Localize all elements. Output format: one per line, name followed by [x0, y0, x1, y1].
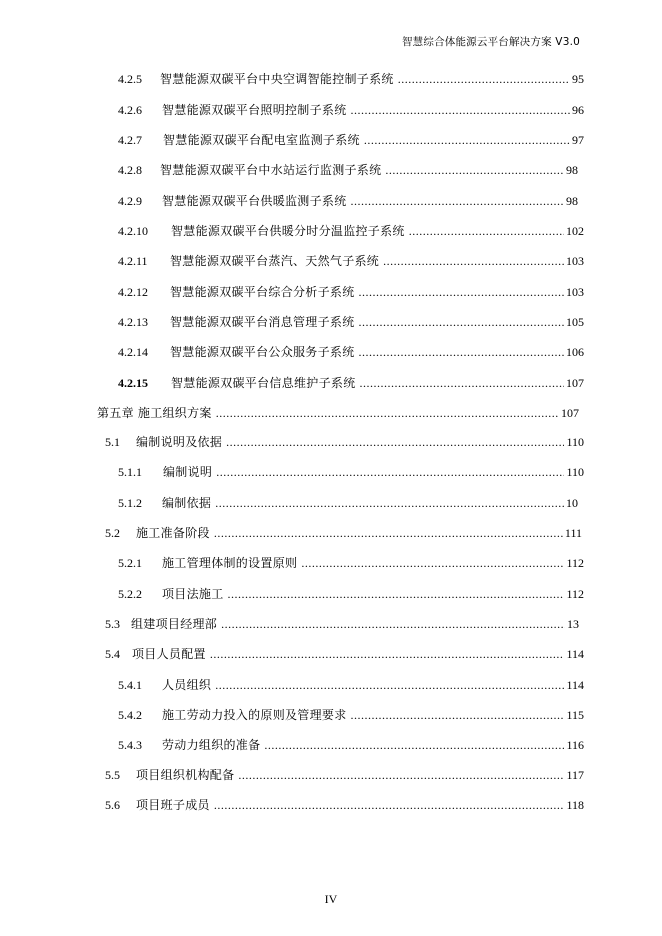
- toc-entry-page: 111: [564, 526, 582, 540]
- toc-entry[interactable]: [118, 101, 584, 121]
- toc-entry-page: 102: [566, 224, 584, 238]
- toc-entry-number: 5.5: [105, 768, 120, 782]
- toc-entry-number: 4.2.15: [118, 376, 148, 390]
- toc-entry[interactable]: [118, 585, 584, 605]
- toc-entry-page: 114: [566, 647, 584, 661]
- toc-leader-dots: [215, 496, 564, 511]
- toc-entry[interactable]: [118, 192, 578, 212]
- toc-entry-title: 智慧能源双碳平台配电室监测子系统: [163, 133, 360, 147]
- toc-entry-title: 智慧能源双碳平台综合分析子系统: [170, 285, 355, 299]
- toc-entry-title: 项目班子成员: [136, 798, 210, 812]
- document-header-title: 智慧综合体能源云平台解决方案 V3.0: [401, 36, 580, 48]
- toc-entry[interactable]: [118, 706, 584, 726]
- toc-entry-page: 107: [566, 376, 584, 390]
- toc-entry-number: 4.2.5: [118, 72, 142, 86]
- toc-entry-title: 组建项目经理部: [131, 617, 218, 631]
- toc-entry[interactable]: [118, 313, 584, 333]
- toc-entry-number: 5.3: [105, 617, 120, 631]
- toc-entry[interactable]: [118, 494, 578, 514]
- toc-leader-dots: [360, 376, 564, 391]
- toc-entry-number: 4.2.6: [118, 103, 142, 117]
- toc-entry-page: 110: [566, 465, 584, 479]
- toc-entry-number: 4.2.10: [118, 224, 148, 238]
- toc-leader-dots: [351, 194, 564, 209]
- toc-entry[interactable]: [118, 161, 578, 181]
- toc-leader-dots: [301, 556, 564, 571]
- toc-leader-dots: [351, 708, 565, 723]
- toc-entry-number: 5.1: [105, 435, 120, 449]
- toc-entry-title: 智慧能源双碳平台信息维护子系统: [171, 376, 356, 390]
- toc-leader-dots: [398, 72, 570, 87]
- toc-entry-number: 5.1.1: [118, 465, 142, 479]
- toc-entry-title: 项目人员配置: [132, 647, 206, 661]
- toc-entry-title: 劳动力组织的准备: [162, 738, 261, 752]
- toc-entry-title: 编制依据: [162, 496, 212, 510]
- toc-entry-title: 智慧能源双碳平台消息管理子系统: [170, 315, 355, 329]
- toc-entry-number: 4.2.12: [118, 285, 148, 299]
- toc-entry-title: 项目组织机构配备: [136, 768, 235, 782]
- toc-leader-dots: [214, 798, 565, 813]
- toc-entry-page: 110: [566, 435, 584, 449]
- toc-entry-page: 97: [572, 133, 584, 147]
- toc-entry-title: 智慧能源双碳平台照明控制子系统: [162, 103, 347, 117]
- toc-entry-page: 103: [566, 285, 584, 299]
- toc-entry-title: 施工组织方案: [137, 406, 212, 420]
- toc-entry-page: 112: [566, 587, 584, 601]
- toc-entry-title: 人员组织: [162, 678, 212, 692]
- toc-entry[interactable]: [105, 433, 584, 453]
- toc-leader-dots: [359, 345, 564, 360]
- toc-entry-page: 96: [572, 103, 584, 117]
- toc-chapter-entry[interactable]: [97, 404, 579, 424]
- toc-leader-dots: [238, 768, 564, 783]
- toc-entry-title: 编制说明及依据: [136, 435, 223, 449]
- toc-leader-dots: [364, 133, 570, 148]
- toc-entry[interactable]: [118, 374, 584, 394]
- toc-entry-page: 115: [566, 708, 584, 722]
- toc-leader-dots: [359, 315, 564, 330]
- toc-leader-dots: [214, 526, 563, 541]
- toc-entry-title: 智慧能源双碳平台供暖分时分温监控子系统: [171, 224, 405, 238]
- toc-entry-title: 智慧能源双碳平台中央空调智能控制子系统: [160, 72, 394, 86]
- toc-entry-page: 95: [572, 72, 584, 86]
- toc-entry-page: 98: [566, 163, 578, 177]
- toc-leader-dots: [221, 617, 565, 632]
- toc-entry[interactable]: [118, 70, 584, 90]
- page-number: IV: [324, 892, 338, 906]
- toc-entry-number: 5.2.2: [118, 587, 142, 601]
- toc-leader-dots: [210, 647, 565, 662]
- toc-entry-number: 4.2.9: [118, 194, 142, 208]
- toc-entry-page: 118: [566, 798, 584, 812]
- toc-entry[interactable]: [118, 554, 584, 574]
- toc-entry[interactable]: [118, 676, 584, 696]
- toc-entry[interactable]: [105, 766, 584, 786]
- toc-entry-title: 智慧能源双碳平台中水站运行监测子系统: [160, 163, 382, 177]
- toc-entry[interactable]: [118, 463, 584, 483]
- toc-leader-dots: [264, 738, 564, 753]
- toc-entry-page: 13: [567, 617, 579, 631]
- toc-leader-dots: [215, 678, 564, 693]
- toc-leader-dots: [351, 103, 570, 118]
- toc-entry-number: 5.4.2: [118, 708, 142, 722]
- toc-leader-dots: [226, 435, 564, 450]
- toc-entry-title: 施工管理体制的设置原则: [162, 556, 298, 570]
- toc-entry-page: 103: [566, 254, 584, 268]
- toc-entry-title: 施工准备阶段: [136, 526, 210, 540]
- toc-leader-dots: [216, 465, 564, 480]
- toc-entry-title: 智慧能源双碳平台供暖监测子系统: [162, 194, 347, 208]
- toc-entry[interactable]: [105, 645, 584, 665]
- toc-entry[interactable]: [118, 343, 584, 363]
- toc-entry-title: 施工劳动力投入的原则及管理要求: [162, 708, 347, 722]
- toc-entry-title: 编制说明: [163, 465, 213, 479]
- toc-entry-number: 5.4.1: [118, 678, 142, 692]
- toc-entry-page: 10: [566, 496, 578, 510]
- toc-entry[interactable]: [118, 222, 584, 242]
- toc-entry-number: 5.1.2: [118, 496, 142, 510]
- toc-entry-number: 5.2.1: [118, 556, 142, 570]
- toc-leader-dots: [383, 254, 564, 269]
- toc-entry-page: 105: [566, 315, 584, 329]
- toc-entry[interactable]: [118, 131, 584, 151]
- toc-entry-number: 5.4: [105, 647, 120, 661]
- toc-leader-dots: [385, 163, 564, 178]
- toc-entry-number: 4.2.11: [118, 254, 148, 268]
- toc-entry-number: 4.2.14: [118, 345, 148, 359]
- toc-entry-number: 4.2.8: [118, 163, 142, 177]
- toc-entry-number: 4.2.13: [118, 315, 148, 329]
- toc-entry-title: 智慧能源双碳平台蒸汽、天然气子系统: [170, 254, 380, 268]
- toc-entry[interactable]: [105, 524, 582, 544]
- toc-entry[interactable]: [118, 283, 584, 303]
- toc-leader-dots: [409, 224, 564, 239]
- toc-entry[interactable]: [105, 796, 584, 816]
- toc-entry-page: 117: [566, 768, 584, 782]
- toc-entry-number: 4.2.7: [118, 133, 142, 147]
- toc-entry-number: 5.6: [105, 798, 120, 812]
- toc-leader-dots: [359, 285, 564, 300]
- toc-entry-number: 5.2: [105, 526, 120, 540]
- toc-entry-page: 106: [566, 345, 584, 359]
- toc-leader-dots: [228, 587, 565, 602]
- toc-entry-page: 114: [566, 678, 584, 692]
- toc-entry-number: 第五章: [97, 406, 134, 420]
- toc-entry-title: 项目法施工: [162, 587, 224, 601]
- toc-entry-page: 107: [561, 406, 579, 420]
- toc-entry-title: 智慧能源双碳平台公众服务子系统: [170, 345, 355, 359]
- toc-entry-page: 116: [566, 738, 584, 752]
- toc-entry-page: 98: [566, 194, 578, 208]
- toc-leader-dots: [216, 406, 559, 421]
- toc-entry-number: 5.4.3: [118, 738, 142, 752]
- toc-entry[interactable]: [105, 615, 579, 635]
- toc-entry[interactable]: [118, 736, 584, 756]
- toc-entry[interactable]: [118, 252, 584, 272]
- toc-entry-page: 112: [566, 556, 584, 570]
